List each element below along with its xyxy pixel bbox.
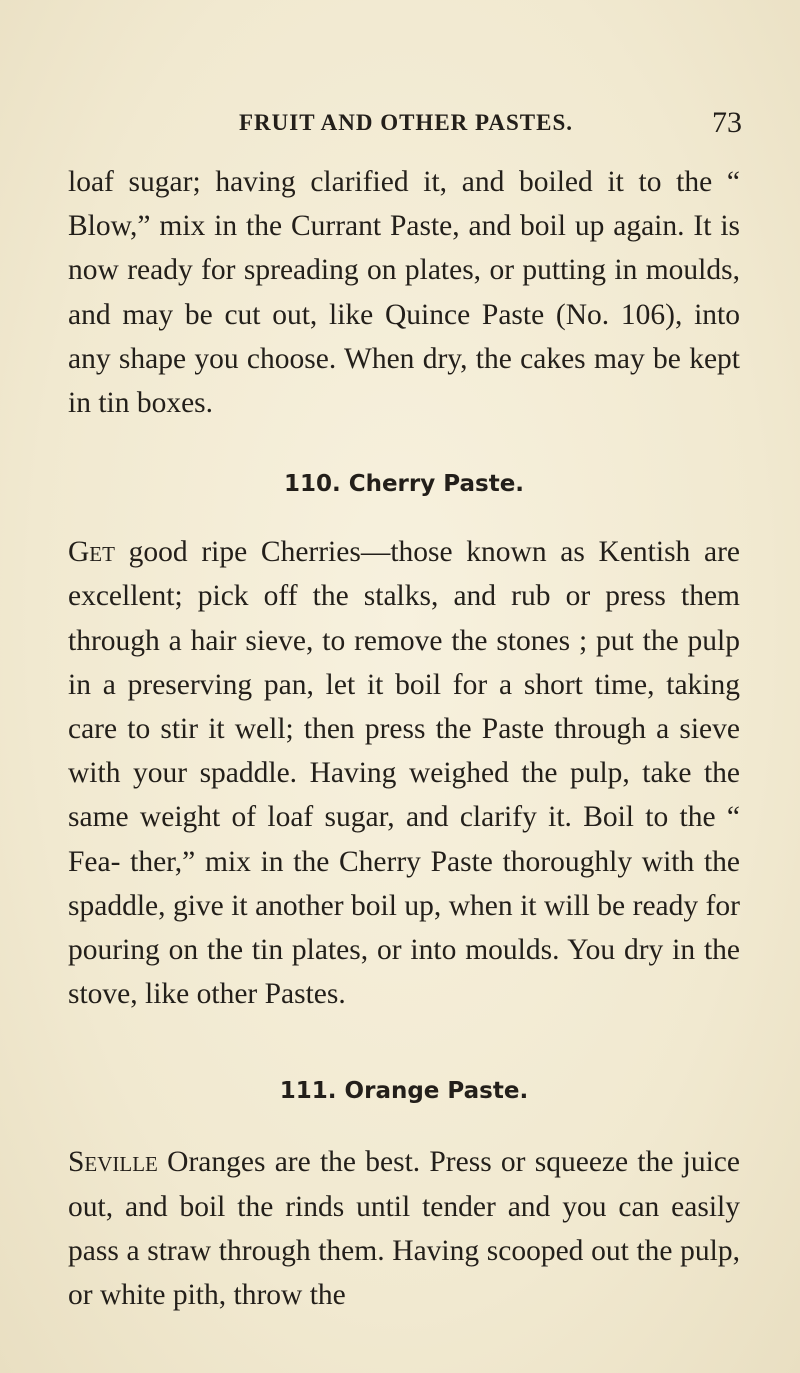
body-text	[68, 160, 740, 1317]
paragraph-orange-paste	[68, 1140, 740, 1317]
paragraph-continuation: loaf sugar; having clarified it, and boiled it to the “ Blow,” mix in the Currant Paste, and boil up again. It is now ready for spreading on plates, or putting in moulds, and may be cut out, like Quince Paste (No. 106), into any shape you choose. When dry, the cakes may be kept in tin boxes.	[68, 166, 740, 420]
paragraph-text: Oranges are the best. Press or squeeze the juice out, and boil the rinds until tender and you can easily pass a straw through them. Having scooped out the pulp, or white pith, throw the	[68, 1146, 740, 1312]
lead-word: Get	[68, 536, 115, 569]
running-title: FRUIT AND OTHER PASTES.	[239, 110, 573, 135]
lead-word: Seville	[68, 1146, 158, 1179]
page-number: 73	[712, 106, 742, 139]
section-heading-cherry-paste: 110. Cherry Paste.	[283, 471, 525, 498]
paragraph-text: good ripe Cherries—those known as Kentish are excellent; pick off the stalks, and rub or press them through a hair sieve, to remove the stones ; put the pulp in a preserving pan, let it boil for a short time, taking care to stir it well; then press the Paste through a sieve with your spaddle. Having weighed the pulp, take the same weight of loaf sugar, and clarify it. Boil to the “ Fea- ther,” mix in the Cherry Paste thoroughly with the spaddle, give it another boil up, when it will be ready for pouring on the tin plates, or into moulds. You dry in the stove, like other Pastes.	[68, 536, 740, 1011]
running-header	[70, 106, 742, 144]
paragraph-cherry-paste	[68, 530, 740, 1016]
section-heading-orange-paste: 111. Orange Paste.	[279, 1078, 529, 1105]
